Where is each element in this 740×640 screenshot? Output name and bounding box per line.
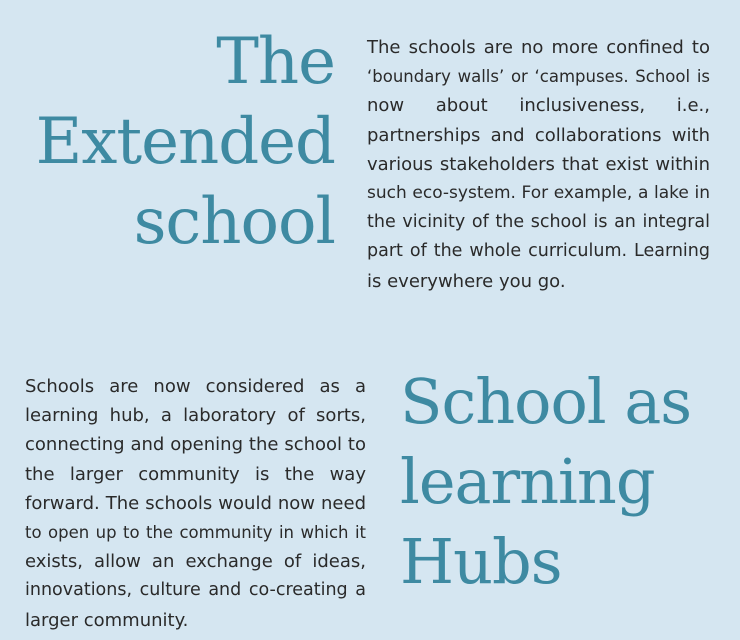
heading-line: Hubs bbox=[400, 525, 562, 598]
heading-extended-school bbox=[36, 22, 335, 262]
paragraph-line: forward. The schools would now need bbox=[25, 492, 366, 514]
heading-line: school bbox=[133, 185, 335, 259]
heading-learning-hubs bbox=[400, 362, 691, 602]
paragraph-line: partnerships and collaborations with bbox=[367, 124, 710, 146]
paragraph-learning-hubs bbox=[25, 372, 366, 635]
paragraph-line: to open up to the community in which it bbox=[25, 523, 366, 543]
paragraph-line: The schools are no more confined to bbox=[367, 37, 710, 58]
paragraph-line: the larger community is the way bbox=[25, 463, 366, 485]
paragraph-line: ‘boundary walls’ or ‘campuses. School is bbox=[367, 67, 710, 87]
paragraph-line: learning hub, a laboratory of sorts, bbox=[25, 405, 366, 427]
paragraph-line: Schools are now considered as a bbox=[25, 376, 366, 397]
heading-line: The bbox=[216, 25, 335, 99]
paragraph-line: innovations, culture and co-creating a bbox=[25, 580, 366, 601]
paragraph-line: now about inclusiveness, i.e., bbox=[367, 95, 710, 117]
paragraph-line: connecting and opening the school to bbox=[25, 434, 366, 456]
paragraph-line: exists, allow an exchange of ideas, bbox=[25, 551, 366, 573]
paragraph-line: the vicinity of the school is an integral bbox=[367, 212, 710, 233]
heading-line: learning bbox=[400, 445, 655, 518]
paragraph-extended-school bbox=[367, 33, 710, 296]
heading-line: Extended bbox=[35, 105, 335, 179]
paragraph-line: part of the whole curriculum. Learning bbox=[367, 241, 710, 262]
paragraph-line: such eco-system. For example, a lake in bbox=[367, 183, 710, 204]
heading-line: School as bbox=[400, 365, 692, 438]
paragraph-line: various stakeholders that exist within bbox=[367, 153, 710, 175]
paragraph-line: is everywhere you go. bbox=[367, 270, 566, 292]
paragraph-line: larger community. bbox=[25, 609, 189, 631]
